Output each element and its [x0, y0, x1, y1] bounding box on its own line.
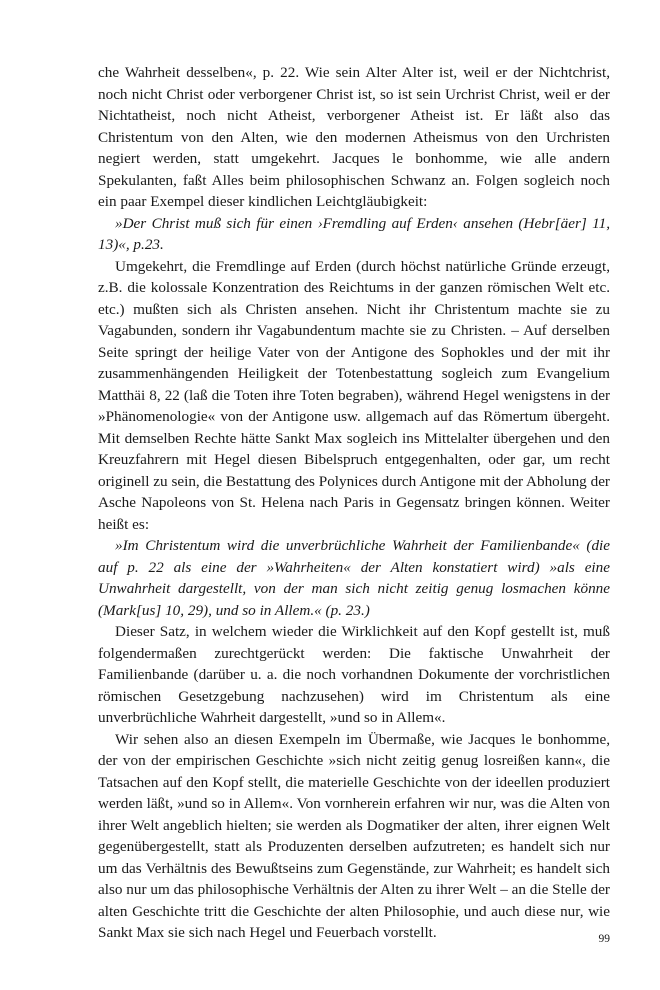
paragraph-3: Dieser Satz, in welchem wieder die Wirklichkeit auf den Kopf gestellt ist, muß folgendermaßen zurechtgerückt werden: Die faktische Unwahrheit der Familienbande (darüber u. a. die noch vorhandnen Dokumente der vorchristlichen römischen Gesetzgebung nachzusehen) wird im Christentum als eine unverbrüchliche Wahrheit dargestellt, »und so in Allem«. — [98, 623, 610, 726]
quote-hebrews: »Der Christ muß sich für einen ›Fremdling auf Erden‹ ansehen (Hebr[äer] 11, 13)«, p.23. — [98, 214, 610, 253]
paragraph-1: che Wahrheit desselben«, p. 22. Wie sein Alter Alter ist, weil er der Nichtchrist, noch nicht Christ oder verborgener Christ ist, so ist sein Urchrist Christ, weil er der Nichtatheist, noch nicht Atheist, verborgener Atheist ist. Er läßt also das Christentum von den Alten, wie den modernen Atheismus von den Urchristen negiert werden, statt umgekehrt. Jacques le bonhomme, wie alle andern Spekulanten, faßt Alles beim philosophischen Schwanz an. Folgen sogleich noch ein paar Exempel dieser kindlichen Leichtgläubigkeit: — [98, 64, 610, 210]
quote-family-bonds: »Im Christentum wird die unverbrüchliche Wahrheit der Familienbande« (die auf p. 22 als eine der »Wahrheiten« der Alten konstatiert wird) »als eine Unwahrheit dargestellt, von der man sich nicht zeitig genug losmachen könne (Mark[us] 10, 29), und so in Allem.« (p. 23.) — [98, 537, 610, 619]
paragraph-4: Wir sehen also an diesen Exempeln im Übermaße, wie Jacques le bonhomme, der von der empirischen Geschichte »sich nicht zeitig genug losreißen kann«, die Tatsachen auf den Kopf stellt, die materielle Geschichte von der ideellen produziert werden läßt, »und so in Allem«. Von vornherein erfahren wir nur, was die Alten von ihrer Welt angeblich hielten; sie werden als Dogmatiker der alten, ihrer eignen Welt gegenübergestellt, statt als Produzenten derselben aufzutreten; es handelt sich nur um das Verhältnis des Bewußtseins zum Gegenstände, zur Wahrheit; es handelt sich also nur um das philosophische Verhältnis der Alten zu ihrer Welt – an die Stelle der alten Geschichte tritt die Geschichte der alten Philosophie, und auch diese nur, wie Sankt Max sie sich nach Hegel und Feuerbach vorstellt. — [98, 730, 610, 941]
page-number: 99 — [598, 933, 610, 945]
paragraph-2: Umgekehrt, die Fremdlinge auf Erden (durch höchst natürliche Gründe erzeugt, z.B. die kolossale Konzentration des Reichtums in der ganzen römischen Welt etc. etc.) mußten sich als Christen ansehen. Nicht ihr Christentum machte sie zu Vagabunden, sondern ihr Vagabundentum machte sie zu Christen. – Auf derselben Seite springt der heilige Vater von der Antigone des Sophokles und der mit ihr zusammenhängenden Heiligkeit der Totenbestattung sogleich zum Evangelium Matthäi 8, 22 (laß die Toten ihre Toten begraben), während Hegel wenigstens in der »Phänomenologie« von der Antigone usw. allgemach auf das Römertum übergeht. Mit demselben Rechte hätte Sankt Max sogleich ins Mittelalter übergehen und den Kreuzfahrern mit Hegel diesen Bibelspruch entgegenhalten, oder gar, um recht originell zu sein, die Bestattung des Polynices durch Antigone mit der Abholung der Asche Napoleons von St. Helena nach Paris in Gegensatz bringen können. Weiter heißt es: — [98, 257, 610, 533]
page-body — [98, 62, 610, 944]
